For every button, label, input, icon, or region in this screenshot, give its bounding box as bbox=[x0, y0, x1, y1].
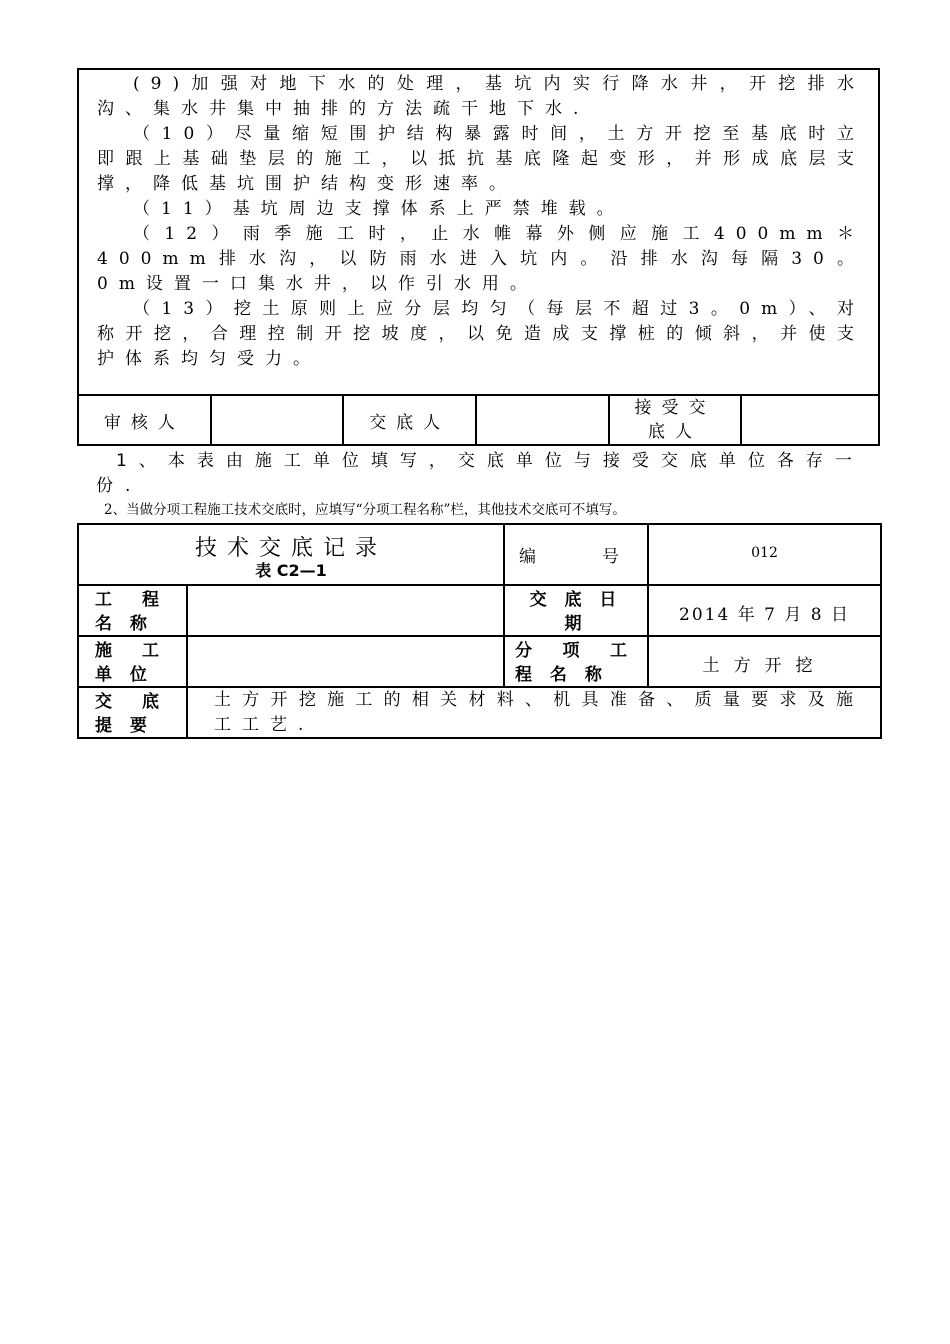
note-1: 1、本表由施工单位填写，交底单位与接受交底单位各存一份. bbox=[96, 451, 864, 496]
unit-field[interactable] bbox=[188, 637, 505, 686]
form-title: 技术交底记录 bbox=[194, 536, 387, 561]
date-label-part-2: 期 bbox=[564, 614, 588, 634]
reviewer-field[interactable] bbox=[212, 396, 345, 444]
paragraph-10: （10）尽量缩短围护结构暴露时间，土方开挖至基底时立即跟上基础垫层的施工，以抵抗基底隆起变形，并形成底层支撑，降低基坑围护结构变形速率。 bbox=[97, 124, 865, 194]
number-value: 012 bbox=[751, 545, 778, 561]
summary-row bbox=[79, 688, 880, 737]
receiver-label-cell bbox=[610, 396, 743, 444]
date-value: 2014 年 7 月 8 日 bbox=[679, 605, 850, 625]
number-label-cell bbox=[505, 525, 649, 584]
date-label-part-1: 交 底 日 bbox=[529, 590, 623, 610]
unit-label-part-1: 施 bbox=[95, 641, 118, 661]
briefer-field[interactable] bbox=[477, 396, 610, 444]
summary-text: 土方开挖施工的相关材料、机具准备、质量要求及施工工艺. bbox=[214, 690, 864, 735]
number-value-cell[interactable] bbox=[649, 525, 880, 584]
summary-label-part-3: 提 要 bbox=[95, 716, 153, 736]
unit-label-part-2: 工 bbox=[142, 641, 165, 661]
unit-label-part-3: 单 位 bbox=[95, 665, 153, 685]
title-cell bbox=[79, 525, 505, 584]
paragraph-13: （13）挖土原则上应分层均匀（每层不超过3。0m）、对称开挖，合理控制开挖坡度，以免造成支撑桩的倾斜，并使支护体系均匀受力。 bbox=[97, 299, 865, 369]
receiver-field[interactable] bbox=[742, 396, 878, 444]
briefer-label: 交底人 bbox=[344, 396, 477, 444]
project-name-label bbox=[95, 588, 175, 636]
construction-unit-row bbox=[79, 637, 880, 688]
subitem-field[interactable] bbox=[649, 637, 880, 686]
paragraph-12: （12）雨季施工时，止水帷幕外侧应施工400mm＊400mm排水沟，以防雨水进入坑内。沿排水沟每隔30。0m设置一口集水井，以作引水用。 bbox=[97, 224, 865, 294]
form-code: 表 C2—1 bbox=[255, 561, 327, 580]
project-name-label-cell bbox=[79, 586, 188, 635]
subitem-label-part-1: 分 bbox=[515, 641, 532, 661]
number-label-part-1: 编 bbox=[519, 547, 536, 567]
reviewer-label: 审核人 bbox=[79, 396, 212, 444]
summary-label-part-2: 底 bbox=[142, 692, 165, 712]
subitem-label bbox=[515, 639, 627, 687]
project-name-field[interactable] bbox=[188, 586, 505, 635]
subitem-label-cell bbox=[505, 637, 649, 686]
header-row bbox=[79, 525, 880, 586]
subitem-label-part-2: 项 bbox=[562, 641, 580, 661]
technical-briefing-record-table bbox=[77, 523, 882, 739]
date-label bbox=[505, 588, 647, 636]
unit-label-cell bbox=[79, 637, 188, 686]
continuation-body bbox=[79, 70, 878, 396]
paragraph-9: (9)加强对地下水的处理，基坑内实行降水井，开挖排水沟、集水井集中抽排的方法疏干地下水. bbox=[97, 74, 865, 119]
summary-label-part-1: 交 bbox=[95, 692, 118, 712]
paragraph-11: （11）基坑周边支撑体系上严禁堆载。 bbox=[133, 199, 625, 219]
number-label-part-2: 号 bbox=[602, 547, 619, 567]
summary-field[interactable] bbox=[188, 688, 880, 737]
continuation-box bbox=[77, 68, 880, 446]
subitem-label-part-4: 程 名 称 bbox=[515, 665, 608, 685]
subitem-value: 土方开挖 bbox=[702, 656, 827, 676]
subitem-label-part-3: 工 bbox=[610, 641, 627, 661]
receiver-label: 接受交底人 bbox=[634, 398, 716, 442]
project-label-part-1: 工 bbox=[95, 590, 118, 610]
unit-label bbox=[95, 639, 175, 687]
summary-label-cell bbox=[79, 688, 188, 737]
project-name-row bbox=[79, 586, 880, 637]
date-field[interactable] bbox=[649, 586, 880, 635]
number-label bbox=[519, 542, 619, 567]
signature-row bbox=[79, 396, 878, 444]
note-2: 2、当做分项工程施工技术交底时，应填写“分项工程名称”栏，其他技术交底可不填写。 bbox=[104, 502, 626, 518]
summary-label bbox=[95, 690, 175, 738]
project-label-part-2: 程 bbox=[142, 590, 165, 610]
date-label-cell bbox=[505, 586, 649, 635]
project-label-part-3: 名 称 bbox=[95, 614, 153, 634]
